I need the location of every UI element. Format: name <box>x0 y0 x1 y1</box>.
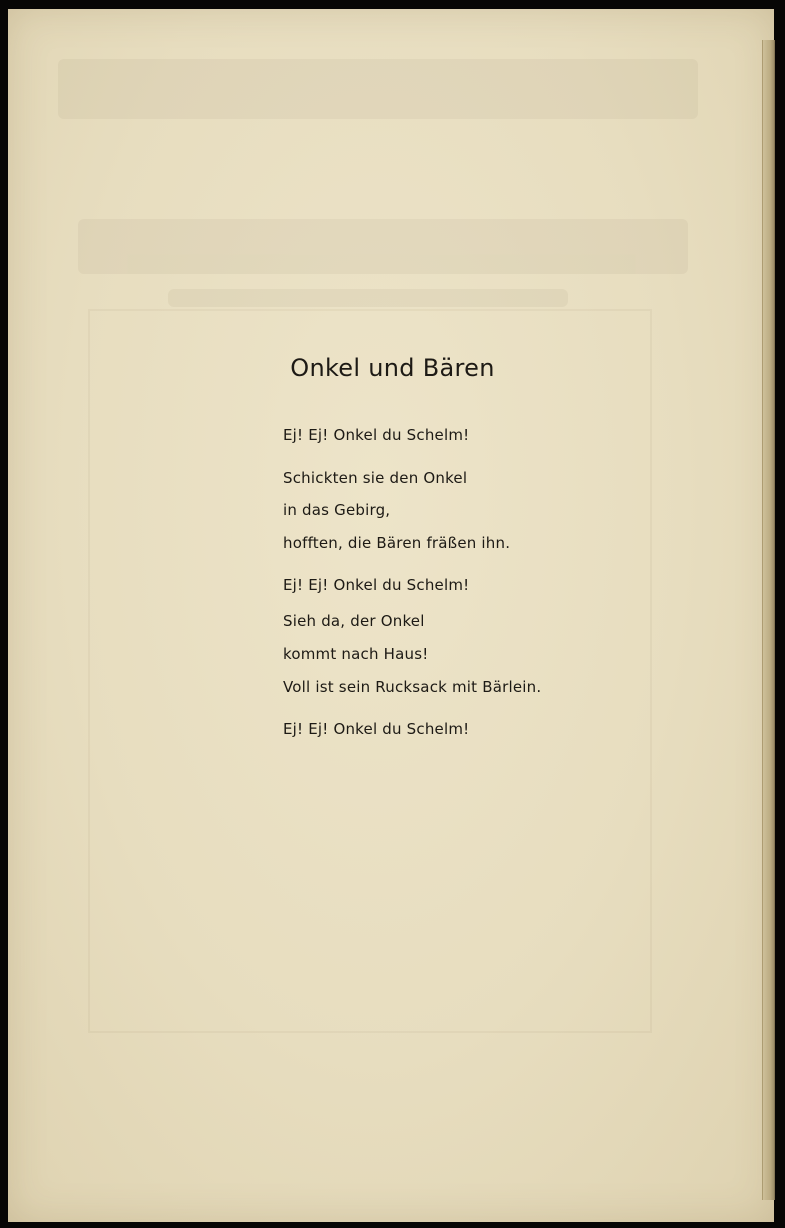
poem-title: Onkel und Bären <box>290 354 495 382</box>
poem-line: Schickten sie den Onkel <box>283 469 468 487</box>
poem-line: Ej! Ej! Onkel du Schelm! <box>283 426 470 444</box>
poem-line: Voll ist sein Rucksack mit Bärlein. <box>283 678 542 696</box>
bleed-through-text <box>48 39 728 339</box>
poem-line: kommt nach Haus! <box>283 645 429 663</box>
poem-line: Ej! Ej! Onkel du Schelm! <box>283 720 470 738</box>
poem-line: in das Gebirg, <box>283 501 391 519</box>
poem-line: Ej! Ej! Onkel du Schelm! <box>283 576 470 594</box>
poem-line: hofften, die Bären fräßen ihn. <box>283 534 511 552</box>
bleed-through-frame <box>88 309 652 1033</box>
page-edge <box>762 40 775 1200</box>
poem-line: Sieh da, der Onkel <box>283 612 425 630</box>
